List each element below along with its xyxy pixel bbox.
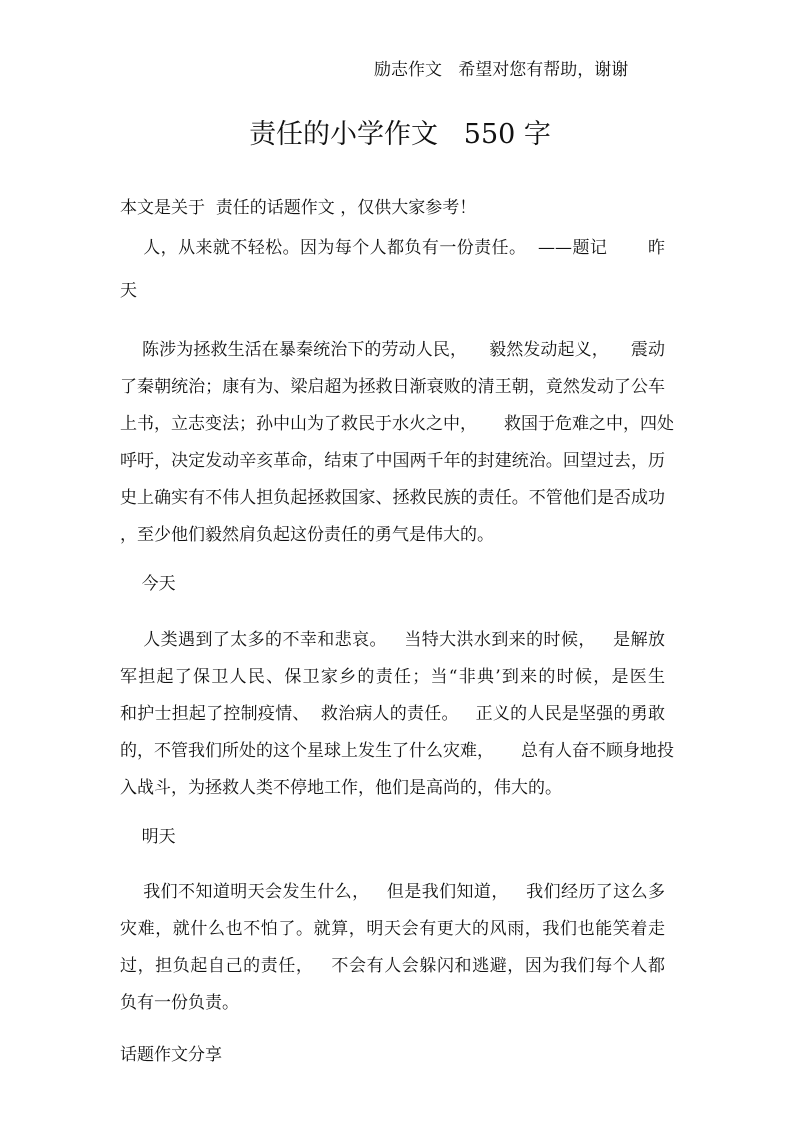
epigraph-line: 天 [120, 281, 137, 301]
document-title: 责任的小学作文 550 字 [249, 119, 551, 150]
paragraph-line: 过，担负起自己的责任， 不会有人会躲闪和逃避，因为我们每个人都 [120, 956, 665, 976]
paragraph-line: 陈涉为拯救生活在暴秦统治下的劳动人民， 毅然发动起义， 震动 [120, 340, 665, 360]
paragraph-line: 军担起了保卫人民、保卫家乡的责任；当“非典’到来的时候，是医生 [120, 667, 665, 687]
section-heading-today: 今天 [120, 574, 176, 594]
intro-line: 本文是关于 责任的话题作文 ，仅供大家参考！ [120, 198, 477, 218]
paragraph-line: 了秦朝统治；康有为、梁启超为拯救日渐衰败的清王朝，竟然发动了公车 [120, 377, 665, 397]
paragraph-line: 我们不知道明天会发生什么， 但是我们知道， 我们经历了这么多 [120, 882, 665, 902]
paragraph-line: 史上确实有不伟人担负起拯救国家、拯救民族的责任。不管他们是否成功 [120, 488, 665, 508]
paragraph-line: ，至少他们毅然肩负起这份责任的勇气是伟大的。 [120, 525, 494, 545]
paragraph-line: 上书，立志变法；孙中山为了救民于水火之中， 救国于危难之中，四处 [120, 414, 675, 434]
page-header: 励志作文 希望对您有帮助，谢谢 [374, 60, 629, 80]
section-heading-tomorrow: 明天 [120, 827, 176, 847]
page-footer: 话题作文分享 [120, 1045, 222, 1065]
paragraph-line: 呼吁，决定发动辛亥革命，结束了中国两千年的封建统治。回望过去，历 [120, 451, 665, 471]
paragraph-line: 入战斗，为拯救人类不停地工作，他们是高尚的，伟大的。 [120, 778, 562, 798]
paragraph-line: 负有一份负责。 [120, 993, 239, 1013]
paragraph-line: 灾难，就什么也不怕了。就算，明天会有更大的风雨，我们也能笑着走 [120, 919, 665, 939]
paragraph-line: 人类遇到了太多的不幸和悲哀。 当特大洪水到来的时候， 是解放 [120, 630, 665, 650]
epigraph-line: 人，从来就不轻松。因为每个人都负有一份责任。 ——题记 昨 [120, 238, 665, 258]
paragraph-line: 和护士担起了控制疫情、 救治病人的责任。 正义的人民是坚强的勇敢 [120, 704, 665, 724]
paragraph-line: 的，不管我们所处的这个星球上发生了什么灾难， 总有人奋不顾身地投 [120, 741, 675, 761]
